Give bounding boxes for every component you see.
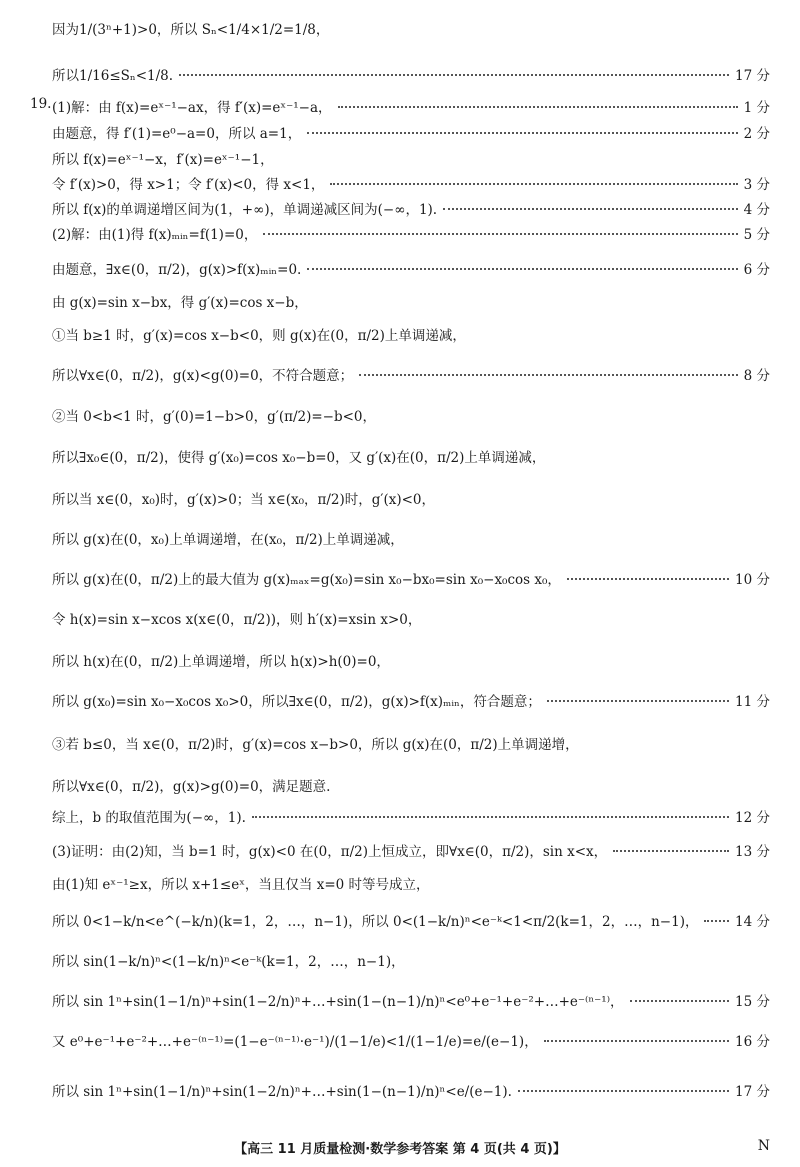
- score-points: 17 分: [735, 68, 770, 84]
- dot-leader: [359, 374, 737, 376]
- solution-step-text: 所以 sin(1−k/n)ⁿ<(1−k/n)ⁿ<e⁻ᵏ(k=1，2，…，n−1)，: [52, 954, 405, 970]
- solution-step-text: 由(1)知 eˣ⁻¹≥x，所以 x+1≤eˣ，当且仅当 x=0 时等号成立，: [52, 877, 430, 893]
- score-points: 6 分: [743, 262, 770, 278]
- solution-step-text: 所以1/16≤Sₙ<1/8.: [52, 68, 174, 84]
- solution-step-text: 所以∀x∈(0，π/2)，g(x)>g(0)=0，满足题意.: [52, 779, 331, 795]
- dot-leader: [547, 700, 729, 702]
- score-points: 10 分: [735, 572, 770, 588]
- paper-version-letter: N: [757, 1138, 770, 1154]
- solution-line: [52, 122, 770, 142]
- solution-line: [52, 608, 770, 628]
- solution-line: [52, 840, 770, 860]
- dot-leader: [630, 1000, 730, 1002]
- solution-step-text: 所以∃x₀∈(0，π/2)，使得 g′(x₀)=cos x₀−b=0，又 g′(x)在(0，π/2)上单调递减，: [52, 450, 546, 466]
- score-points: 17 分: [735, 1084, 770, 1100]
- score-points: 15 分: [735, 994, 770, 1010]
- solution-step-text: (3)证明：由(2)知，当 b=1 时，g(x)<0 在(0，π/2)上恒成立，即∀x∈(0，π/2)，sin x<x，: [52, 844, 608, 860]
- solution-line: [52, 96, 770, 116]
- solution-line: [52, 324, 770, 344]
- solution-line: [52, 775, 770, 795]
- solution-line: [52, 990, 770, 1010]
- solution-line: [52, 148, 770, 168]
- dot-leader: [307, 268, 737, 270]
- solution-step-text: 所以 0<1−k/n<e^(−k/n)(k=1，2，…，n−1)，所以 0<(1−k/n)ⁿ<e⁻ᵏ<1<π/2(k=1，2，…，n−1)，: [52, 914, 699, 930]
- solution-line: [52, 733, 770, 753]
- solution-step-text: 综上，b 的取值范围为(−∞，1).: [52, 810, 246, 826]
- solution-step-text: 又 e⁰+e⁻¹+e⁻²+…+e⁻⁽ⁿ⁻¹⁾=(1−e⁻⁽ⁿ⁻¹⁾·e⁻¹)/(1−1/e)<1/(1−1/e)=e/(e−1)，: [52, 1034, 538, 1050]
- solution-step-text: 所以 sin 1ⁿ+sin(1−1/n)ⁿ+sin(1−2/n)ⁿ+…+sin(1−(n−1)/n)ⁿ<e/(e−1).: [52, 1084, 512, 1100]
- dot-leader: [330, 183, 737, 185]
- dot-leader: [179, 74, 729, 76]
- dot-leader: [263, 233, 737, 235]
- dot-leader: [338, 106, 738, 108]
- solution-step-text: ②当 0<b<1 时，g′(0)=1−b>0，g′(π/2)=−b<0，: [52, 409, 377, 425]
- solution-line: [52, 291, 770, 311]
- solution-line: [52, 910, 770, 930]
- solution-step-text: 所以 f(x)=eˣ⁻¹−x，f′(x)=eˣ⁻¹−1，: [52, 152, 274, 168]
- solution-line: [52, 223, 770, 243]
- solution-line: [52, 568, 770, 588]
- dot-leader: [518, 1090, 729, 1092]
- solution-line: [52, 950, 770, 970]
- solution-line: [52, 18, 770, 38]
- dot-leader: [704, 920, 729, 922]
- solution-step-text: ③若 b≤0，当 x∈(0，π/2)时，g′(x)=cos x−b>0，所以 g(x)在(0，π/2)上单调递增，: [52, 737, 579, 753]
- score-points: 3 分: [743, 177, 770, 193]
- score-points: 8 分: [743, 368, 770, 384]
- solution-line: [52, 258, 770, 278]
- solution-step-text: 所以 g(x)在(0，π/2)上的最大值为 g(x)ₘₐₓ=g(x₀)=sin x₀−bx₀=sin x₀−x₀cos x₀，: [52, 572, 561, 588]
- solution-step-text: (1)解：由 f(x)=eˣ⁻¹−ax，得 f′(x)=eˣ⁻¹−a，: [52, 100, 332, 116]
- solution-line: [52, 446, 770, 466]
- solution-step-text: 所以 f(x)的单调递增区间为(1，+∞)，单调递减区间为(−∞，1).: [52, 202, 438, 218]
- solution-step-text: 所以 g(x₀)=sin x₀−x₀cos x₀>0，所以∃x∈(0，π/2)，g(x)>f(x)ₘᵢₙ，符合题意；: [52, 694, 541, 710]
- score-points: 13 分: [735, 844, 770, 860]
- solution-line: [52, 528, 770, 548]
- solution-step-text: 由题意，∃x∈(0，π/2)，g(x)>f(x)ₘᵢₙ=0.: [52, 262, 302, 278]
- solution-line: [52, 173, 770, 193]
- score-points: 12 分: [735, 810, 770, 826]
- solution-line: [52, 405, 770, 425]
- score-points: 11 分: [735, 694, 770, 710]
- dot-leader: [613, 850, 729, 852]
- solution-step-text: 所以 sin 1ⁿ+sin(1−1/n)ⁿ+sin(1−2/n)ⁿ+…+sin(1−(n−1)/n)ⁿ<e⁰+e⁻¹+e⁻²+…+e⁻⁽ⁿ⁻¹⁾，: [52, 994, 624, 1010]
- dot-leader: [567, 578, 729, 580]
- solution-line: [52, 488, 770, 508]
- score-points: 5 分: [743, 227, 770, 243]
- solution-step-text: 由 g(x)=sin x−bx，得 g′(x)=cos x−b，: [52, 295, 308, 311]
- solution-line: [52, 198, 770, 218]
- solution-step-text: 令 f′(x)>0，得 x>1；令 f′(x)<0，得 x<1，: [52, 177, 325, 193]
- solution-step-text: 所以当 x∈(0，x₀)时，g′(x)>0；当 x∈(x₀，π/2)时，g′(x)<0，: [52, 492, 436, 508]
- solution-step-text: ①当 b≥1 时，g′(x)=cos x−b<0，则 g(x)在(0，π/2)上单调递减，: [52, 328, 466, 344]
- solution-step-text: 因为1/(3ⁿ+1)>0，所以 Sₙ<1/4×1/2=1/8，: [52, 22, 330, 38]
- score-points: 2 分: [743, 126, 770, 142]
- dot-leader: [544, 1040, 729, 1042]
- solution-step-text: (2)解：由(1)得 f(x)ₘᵢₙ=f(1)=0，: [52, 227, 258, 243]
- dot-leader: [307, 132, 737, 134]
- page-footer: 【高三 11 月质量检测·数学参考答案 第 4 页(共 4 页)】: [234, 1142, 566, 1157]
- solution-line: [52, 690, 770, 710]
- solution-step-text: 由题意，得 f′(1)=e⁰−a=0，所以 a=1，: [52, 126, 302, 142]
- solution-step-text: 所以∀x∈(0，π/2)，g(x)<g(0)=0，不符合题意；: [52, 368, 354, 384]
- dot-leader: [443, 208, 738, 210]
- score-points: 4 分: [743, 202, 770, 218]
- solution-line: [52, 364, 770, 384]
- solution-step-text: 所以 h(x)在(0，π/2)上单调递增，所以 h(x)>h(0)=0，: [52, 654, 390, 670]
- dot-leader: [252, 816, 729, 818]
- score-points: 16 分: [735, 1034, 770, 1050]
- solution-line: [52, 806, 770, 826]
- solution-line: [52, 1080, 770, 1100]
- solution-line: [52, 1030, 770, 1050]
- solution-line: [52, 650, 770, 670]
- score-points: 1 分: [743, 100, 770, 116]
- question-number: 19.: [30, 96, 52, 112]
- solution-line: [52, 873, 770, 893]
- solution-line: [52, 64, 770, 84]
- solution-step-text: 令 h(x)=sin x−xcos x(x∈(0，π/2))，则 h′(x)=xsin x>0，: [52, 612, 422, 628]
- solution-step-text: 所以 g(x)在(0，x₀)上单调递增，在(x₀，π/2)上单调递减，: [52, 532, 404, 548]
- score-points: 14 分: [735, 914, 770, 930]
